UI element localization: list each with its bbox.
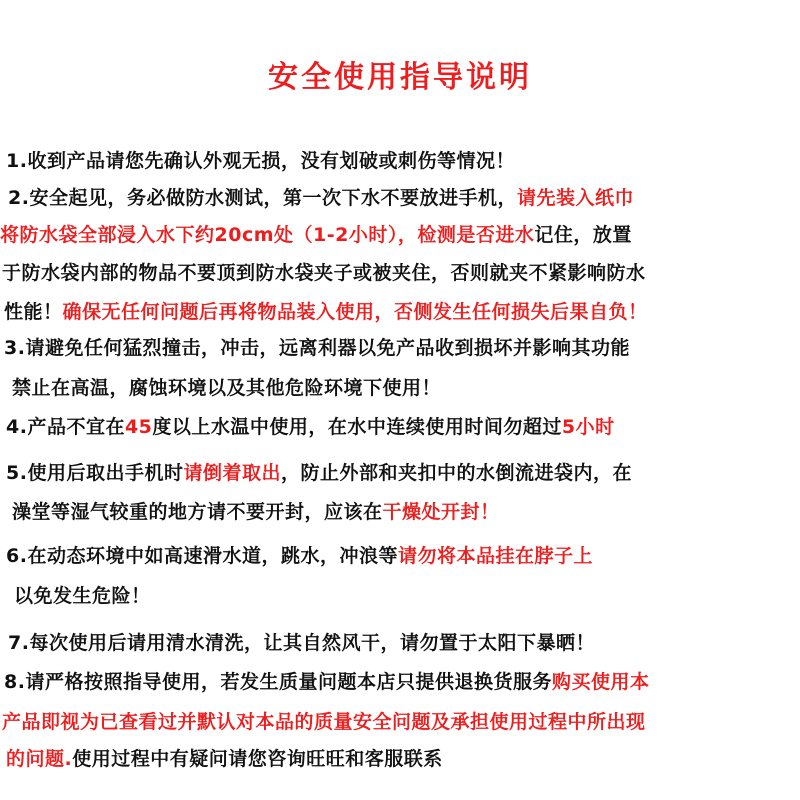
highlighted-text: 请勿将本品挂在脖子上 — [397, 545, 593, 567]
instruction-text: 3.请避免任何猛烈撞击，冲击，远离利器以免产品收到损坏并影响其功能 — [4, 337, 630, 359]
instruction-line — [6, 744, 443, 771]
instruction-text: 8.请严格按照指导使用，若发生质量问题本店只提供退换货服务 — [4, 671, 552, 693]
instruction-text: 使用过程中有疑问请您咨询旺旺和客服联系 — [72, 748, 443, 770]
instruction-text: 5.使用后取出手机时 — [6, 462, 184, 484]
instruction-text: 6.在动态环境中如高速滑水道，跳水，冲浪等 — [6, 545, 398, 567]
instruction-text: 度以上水温中使用，在水中连续使用时间勿超过 — [152, 416, 562, 438]
instruction-text: 于防水袋内部的物品不要顶到防水袋夹子或被夹住，否则就夹不紧影响防水 — [2, 262, 646, 284]
instruction-line — [6, 146, 515, 173]
highlighted-text: 产品即视为已查看过并默认对本品的质量安全问题及承担使用过程中所出现 — [2, 711, 646, 733]
instruction-text: ，防止外部和夹扣中的水倒流进袋内，在 — [280, 462, 632, 484]
highlighted-text: 确保无任何问题后再将物品装入使用，否侧发生任何损失后果自负！ — [62, 301, 648, 323]
instruction-text: 禁止在高温，腐蚀环境以及其他危险环境下使用！ — [12, 377, 442, 399]
instruction-text: 4.产品不宜在 — [6, 416, 125, 438]
instruction-line — [8, 183, 634, 210]
highlighted-text: 的问题. — [6, 748, 73, 770]
page-title: 安全使用指导说明 — [268, 60, 532, 95]
instruction-text: 1.收到产品请您先确认外观无损，没有划破或刺伤等情况！ — [6, 150, 515, 172]
instruction-text: 记住，放置 — [534, 224, 632, 246]
instruction-line — [4, 333, 630, 360]
instruction-text: 澡堂等湿气较重的地方请不要开封，应该在 — [12, 501, 383, 523]
highlighted-text: 请先装入纸巾 — [516, 187, 634, 209]
instruction-line — [4, 297, 648, 324]
instruction-text: 7.每次使用后请用清水清洗，让其自然风干，请勿置于太阳下暴晒！ — [8, 632, 595, 654]
instruction-text: 性能！ — [4, 301, 63, 323]
instruction-line — [8, 628, 595, 655]
instruction-line — [6, 541, 593, 568]
instruction-line — [12, 497, 500, 524]
instruction-text: 2.安全起见，务必做防水测试，第一次下水不要放进手机， — [8, 187, 517, 209]
instruction-line — [2, 707, 646, 734]
instruction-text: 以免发生危险！ — [14, 585, 151, 607]
instruction-line — [6, 458, 632, 485]
instruction-line — [2, 258, 646, 285]
highlighted-text: 干燥处开封！ — [382, 501, 500, 523]
highlighted-text: 45 — [124, 416, 153, 438]
highlighted-text: 5小时 — [561, 416, 615, 438]
highlighted-text: 请倒着取出 — [183, 462, 281, 484]
instruction-line — [6, 412, 615, 439]
instruction-line — [12, 373, 441, 400]
instruction-line — [4, 667, 649, 694]
instruction-line — [14, 581, 151, 608]
highlighted-text: 将防水袋全部浸入水下约20cm处（1-2小时），检测是否进水 — [0, 224, 535, 246]
highlighted-text: 购买使用本 — [551, 671, 650, 693]
instruction-line — [0, 220, 632, 247]
